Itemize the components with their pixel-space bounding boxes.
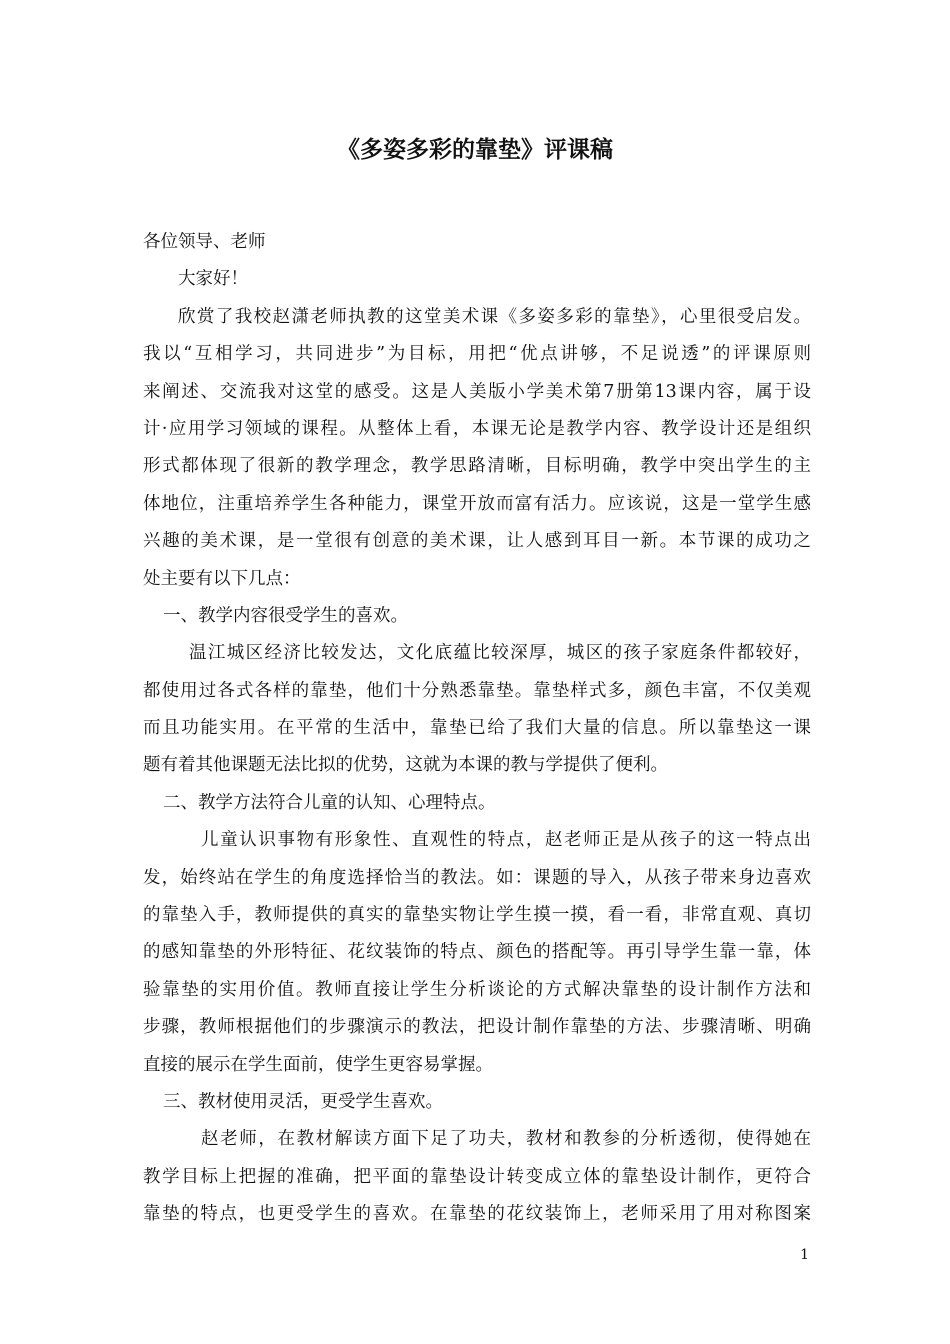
paragraph-line: 来阐述、交流我对这堂的感受。这是人美版小学美术第7册第13课内容，属于设 [143,381,811,402]
paragraph-line: 温江城区经济比较发达，文化底蕴比较深厚，城区的孩子家庭条件都较好， [189,643,811,664]
paragraph-line: 兴趣的美术课，是一堂很有创意的美术课，让人感到耳目一新。本节课的成功之 [143,531,811,552]
paragraph-line: 儿童认识事物有形象性、直观性的特点，赵老师正是从孩子的这一特点出 [201,830,811,851]
paragraph-line: 直接的展示在学生面前，使学生更容易掌握。 [143,1054,493,1075]
section-heading: 二、教学方法符合儿童的认知、心理特点。 [163,792,496,813]
paragraph-line: 题有着其他课题无法比拟的优势，这就为本课的教与学提供了便利。 [143,755,668,776]
paragraph-line: 验靠垫的实用价值。教师直接让学生分析谈论的方式解决靠垫的设计制作方法和 [143,979,811,1000]
paragraph-line: 发，始终站在学生的角度选择恰当的教法。如：课题的导入，从孩子带来身边喜欢 [143,867,811,888]
paragraph-line: 而且功能实用。在平常的生活中，靠垫已给了我们大量的信息。所以靠垫这一课 [143,718,811,739]
greeting-line: 大家好！ [178,269,248,290]
document-body [143,224,811,1234]
salutation-line: 各位领导、老师 [143,232,266,252]
section-heading: 三、教材使用灵活，更受学生喜欢。 [163,1091,443,1112]
page-number: 1 [800,1247,809,1263]
paragraph-line: 体地位，注重培养学生各种能力，课堂开放而富有活力。应该说，这是一堂学生感 [143,493,811,514]
paragraph-line: 都使用过各式各样的靠垫，他们十分熟悉靠垫。靠垫样式多，颜色丰富，不仅美观 [143,680,811,701]
paragraph-line: 处主要有以下几点： [143,568,301,589]
document-title: 《多姿多彩的靠垫》评课稿 [337,136,613,163]
paragraph-line: 欣赏了我校赵潇老师执教的这堂美术课《多姿多彩的靠垫》，心里很受启发。 [178,306,811,327]
paragraph-line: 的靠垫入手，教师提供的真实的靠垫实物让学生摸一摸，看一看，非常直观、真切 [143,905,811,926]
paragraph-line: 我以“互相学习，共同进步”为目标，用把“优点讲够，不足说透”的评课原则 [143,344,811,365]
paragraph-line: 的感知靠垫的外形特征、花纹装饰的特点、颜色的搭配等。再引导学生靠一靠，体 [143,942,811,963]
paragraph-line: 靠垫的特点，也更受学生的喜欢。在靠垫的花纹装饰上，老师采用了用对称图案 [143,1204,811,1225]
paragraph-line: 赵老师，在教材解读方面下足了功夫，教材和教参的分析透彻，使得她在 [201,1129,811,1150]
paragraph-line: 形式都体现了很新的教学理念，教学思路清晰，目标明确，教学中突出学生的主 [143,456,811,477]
section-heading: 一、教学内容很受学生的喜欢。 [163,605,408,626]
paragraph-line: 教学目标上把握的准确，把平面的靠垫设计转变成立体的靠垫设计制作，更符合 [143,1166,811,1187]
paragraph-line: 步骤，教师根据他们的步骤演示的教法，把设计制作靠垫的方法、步骤清晰、明确 [143,1017,811,1038]
paragraph-line: 计·应用学习领域的课程。从整体上看，本课无论是教学内容、教学设计还是组织 [143,418,811,439]
